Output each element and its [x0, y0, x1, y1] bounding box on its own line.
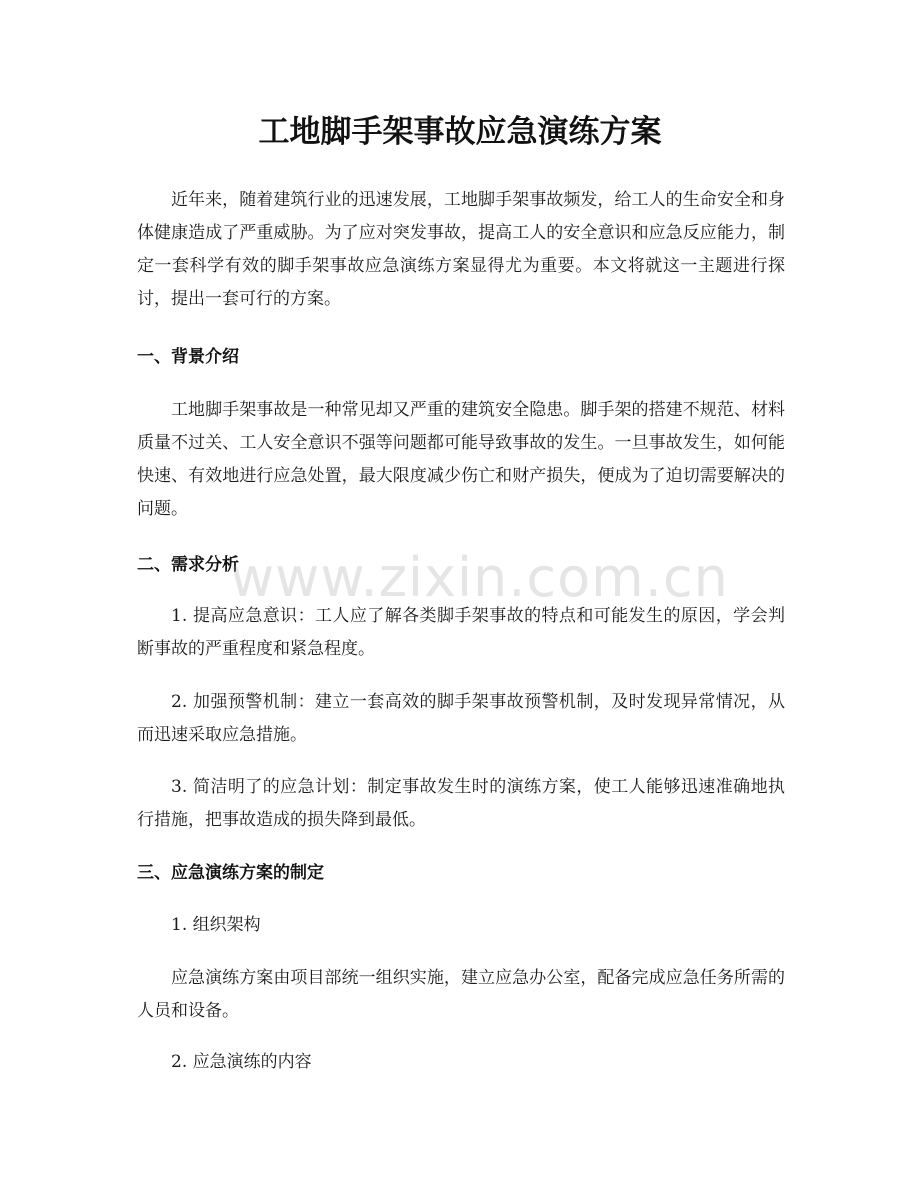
- requirement-item-1: 1. 提高应急意识：工人应了解各类脚手架事故的特点和可能发生的原因，学会判断事故的严重程度和紧急程度。: [137, 606, 785, 659]
- document-title: 工地脚手架事故应急演练方案: [258, 114, 662, 150]
- subsection-title-organization: 1. 组织架构: [171, 915, 261, 935]
- section-heading-plan: 三、应急演练方案的制定: [137, 863, 324, 883]
- subsection-title-drill-content: 2. 应急演练的内容: [171, 1052, 312, 1072]
- requirement-item-3: 3. 简洁明了的应急计划：制定事故发生时的演练方案，使工人能够迅速准确地执行措施，把事故造成的损失降到最低。: [137, 777, 785, 830]
- requirement-item-2: 2. 加强预警机制：建立一套高效的脚手架事故预警机制，及时发现异常情况，从而迅速采取应急措施。: [137, 692, 785, 745]
- intro-paragraph: 近年来，随着建筑行业的迅速发展，工地脚手架事故频发，给工人的生命安全和身体健康造成了严重威胁。为了应对突发事故，提高工人的安全意识和应急反应能力，制定一套科学有效的脚手架事故应急演练方案显得尤为重要。本文将就这一主题进行探讨，提出一套可行的方案。: [137, 190, 785, 309]
- watermark: www.zixin.com.cn: [230, 546, 729, 609]
- background-paragraph: 工地脚手架事故是一种常见却又严重的建筑安全隐患。脚手架的搭建不规范、材料质量不过关、工人安全意识不强等问题都可能导致事故的发生。一旦事故发生，如何能快速、有效地进行应急处置，最大限度减少伤亡和财产损失，便成为了迫切需要解决的问题。: [137, 400, 785, 519]
- section-heading-requirements: 二、需求分析: [137, 555, 239, 575]
- organization-paragraph: 应急演练方案由项目部统一组织实施，建立应急办公室，配备完成应急任务所需的人员和设备。: [137, 968, 785, 1021]
- section-heading-background: 一、背景介绍: [137, 347, 239, 367]
